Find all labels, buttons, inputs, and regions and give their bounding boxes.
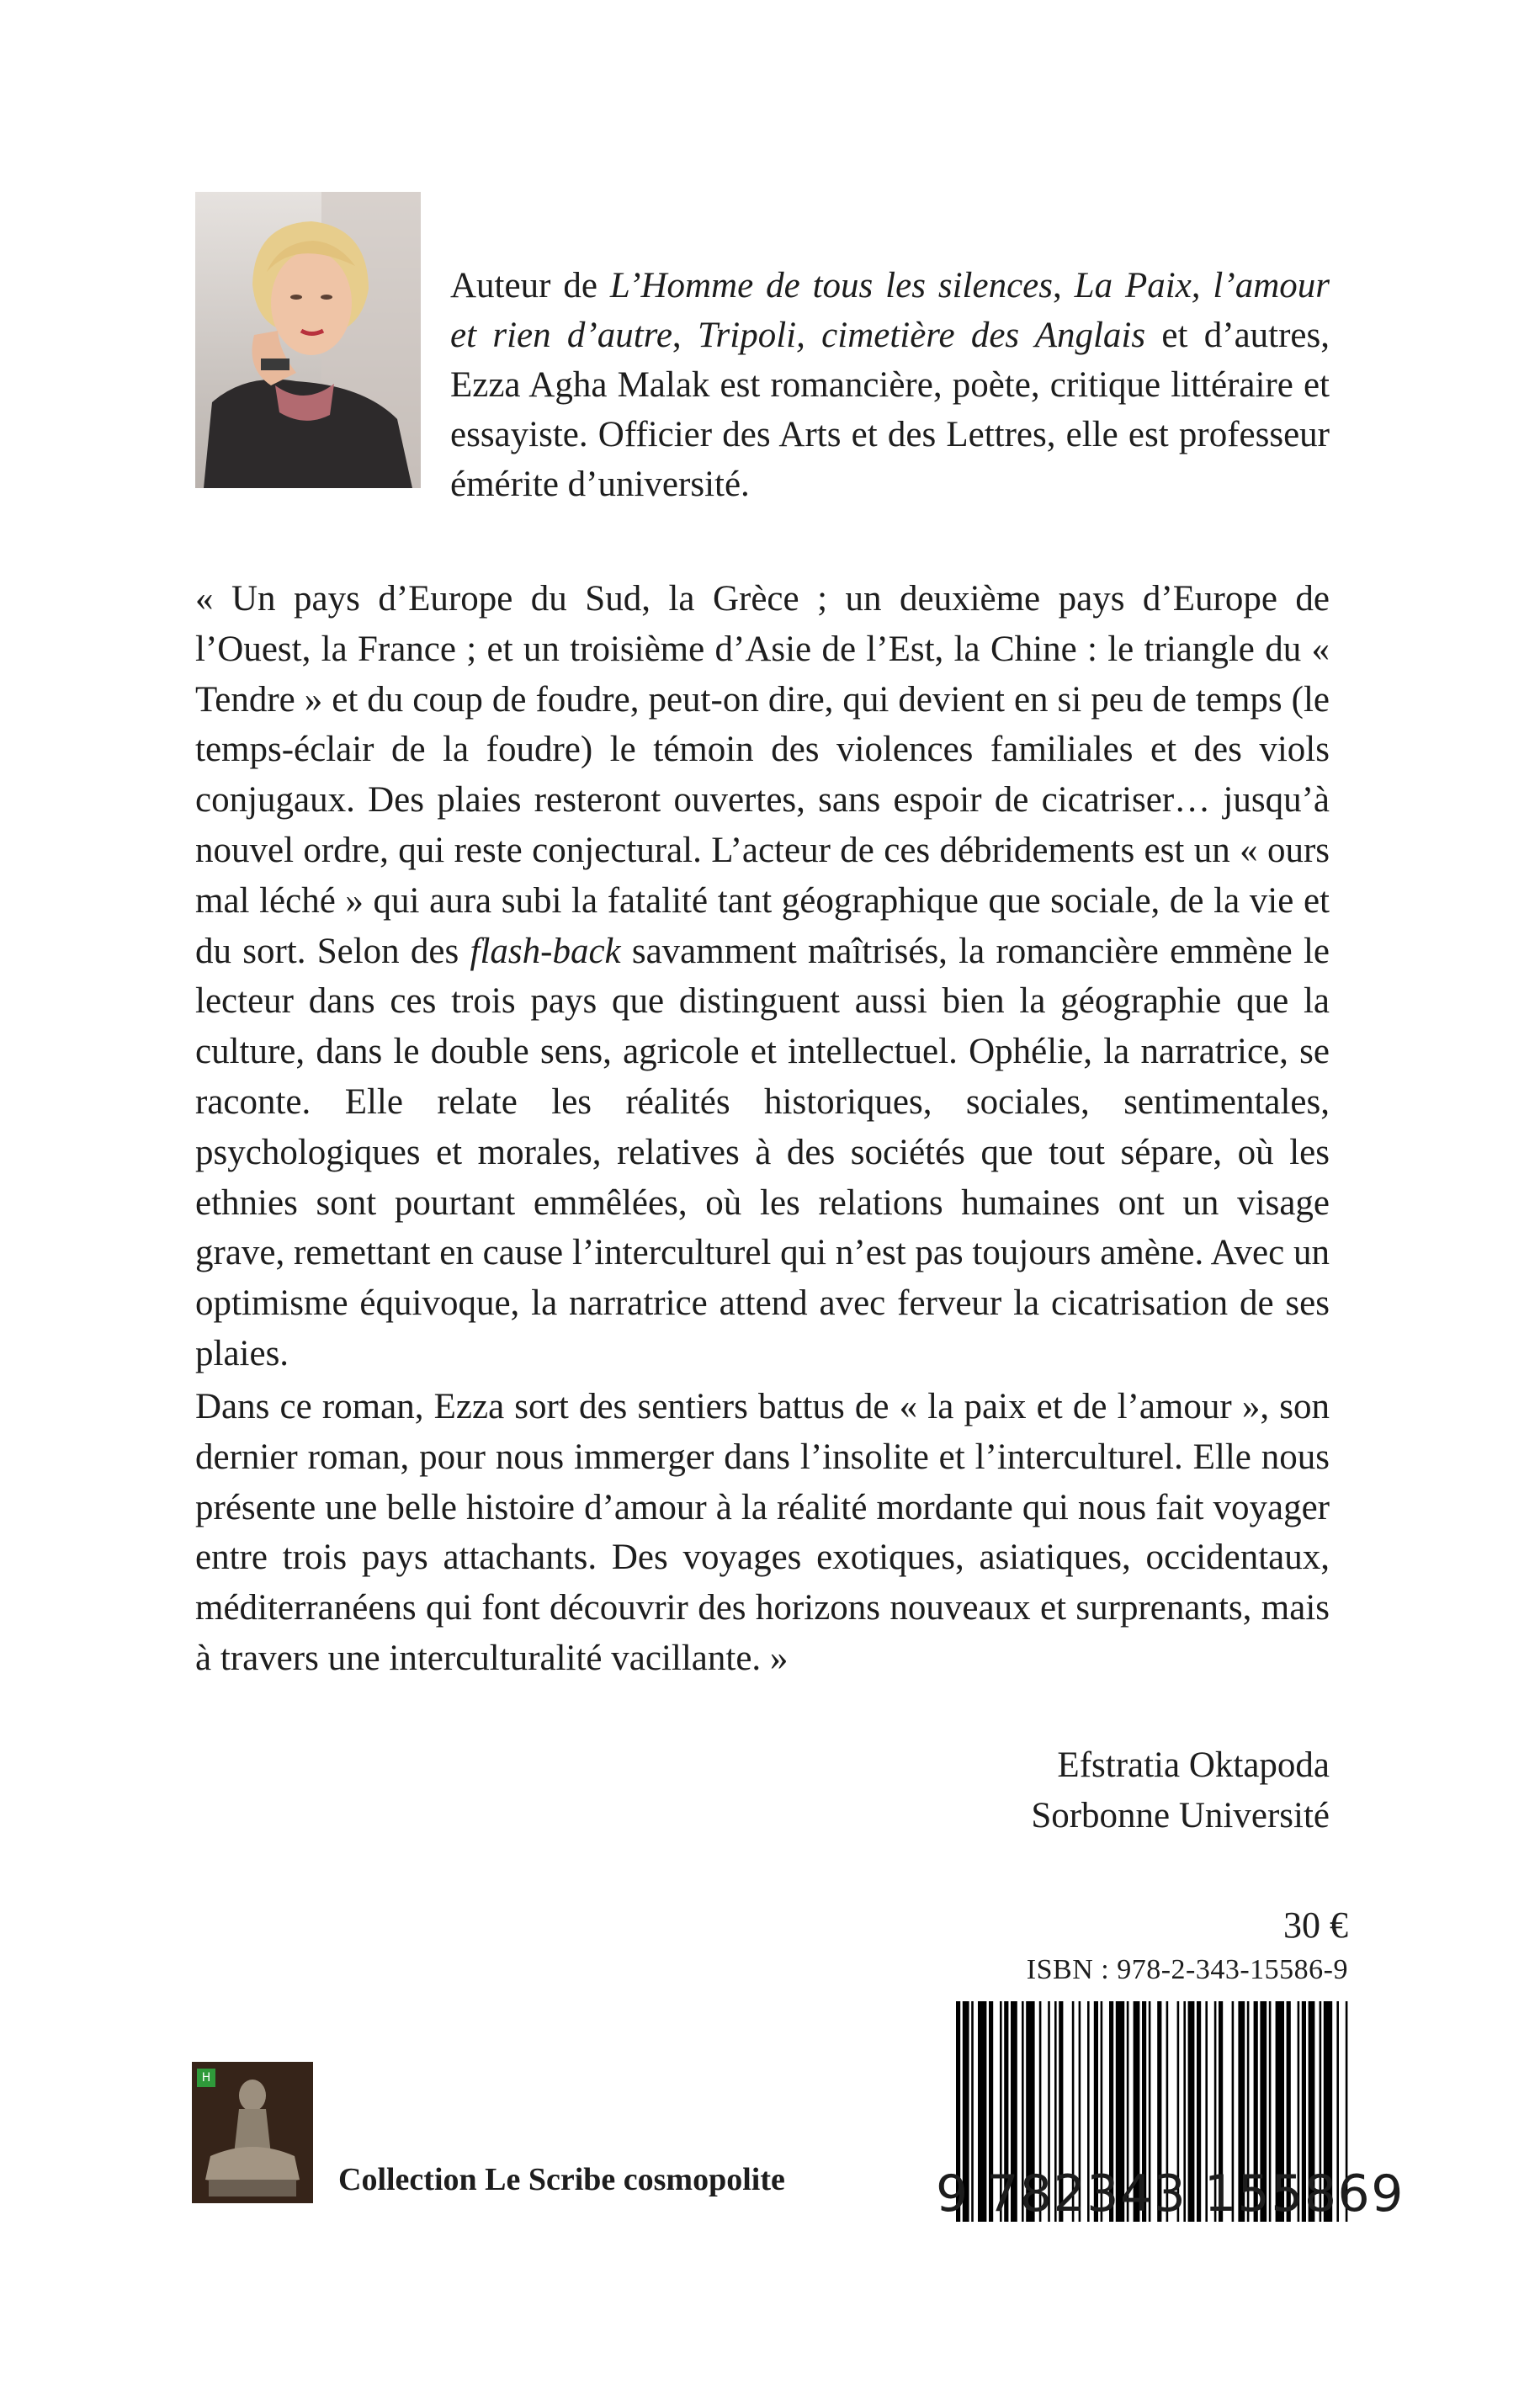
author-photo bbox=[195, 192, 421, 488]
signature-affiliation: Sorbonne Université bbox=[1031, 1796, 1330, 1835]
review-p1-end: savamment maîtrisés, la romancière emmène le lecteur dans ces trois pays que distinguent aussi bien la géographie que la culture, dans le double sens, agricole et intellectuel. Ophélie, la narratrice, se raconte. Elle relate les réalités historiques, sociales, sentimentales, psychologiques et morales, relatives à des sociétés que tout sépare, où les ethnies sont pourtant emmêlées, où les relations humaines ont un visage grave, remettant en cause l’interculturel qui n’est pas toujours amène. Avec un optimisme équivoque, la narratrice attend avec ferveur la cicatrisation de ses plaies. bbox=[195, 931, 1330, 1373]
isbn: ISBN : 978-2-343-15586-9 bbox=[1026, 1954, 1348, 1985]
book-title-2: La Paix, l’amour et rien d’autre bbox=[450, 266, 1330, 355]
barcode-digits: 9 782343 155869 bbox=[936, 2165, 1405, 2223]
price: 30 € bbox=[1283, 1904, 1348, 1946]
review-paragraph-2: Dans ce roman, Ezza sort des sentiers battus de « la paix et de l’amour », son dernier roman, pour nous immerger dans l’insolite et l’interculturel. Elle nous présente une belle histoire d’amour à la réalité mordante qui nous fait voyager entre trois pays attachants. Des voyages exotiques, asiatiques, occidentaux, méditerranéens qui font découvrir des horizons nouveaux et surprenants, mais à travers une interculturalité vacillante. » bbox=[195, 1387, 1330, 1678]
review-paragraph-1 bbox=[195, 574, 1330, 1379]
author-bio: Auteur de L’Homme de tous les silences, La Paix, l’amour et rien d’autre, Tripoli, cimetière des Anglais et d’autres, Ezza Agha Malak est romancière, poète, critique littéraire et essayiste. Officier des Arts et des Lettres, elle est professeur émérite d’université. bbox=[450, 266, 1330, 504]
book-title-3: Tripoli, cimetière des Anglais bbox=[697, 316, 1146, 355]
bio-rest: et d’autres, Ezza Agha Malak est romancière, poète, critique littéraire et essayiste. Officier des Arts et des Lettres, elle est professeur émérite d’université. bbox=[450, 316, 1330, 504]
book-title-1: L’Homme de tous les silences bbox=[609, 266, 1053, 305]
signature-name: Efstratia Oktapoda bbox=[1057, 1745, 1330, 1785]
logo-badge: H bbox=[197, 2069, 215, 2087]
review-p1-start: « Un pays d’Europe du Sud, la Grèce ; un deuxième pays d’Europe de l’Ouest, la France ; et un troisième d’Asie de l’Est, la Chine : le triangle du « Tendre » et du coup de foudre, peut-on dire, qui devient en si peu de temps (le temps-éclair de la foudre) le témoin des violences familiales et des viols conjugaux. Des plaies resteront ouvertes, sans espoir de cicatriser… jusqu’à nouvel ordre, qui reste conjectural. L’acteur de ces débridements est un « ours mal léché » qui aura subi la fatalité tant géographique que sociale, de la vie et du sort. Selon des bbox=[195, 579, 1330, 971]
review-p1-italic: flash-back bbox=[470, 931, 621, 971]
publisher-logo bbox=[192, 2062, 313, 2203]
review-signature bbox=[1031, 1740, 1330, 1841]
collection-name: Collection Le Scribe cosmopolite bbox=[338, 2162, 785, 2197]
bio-prefix: Auteur de bbox=[450, 266, 610, 305]
